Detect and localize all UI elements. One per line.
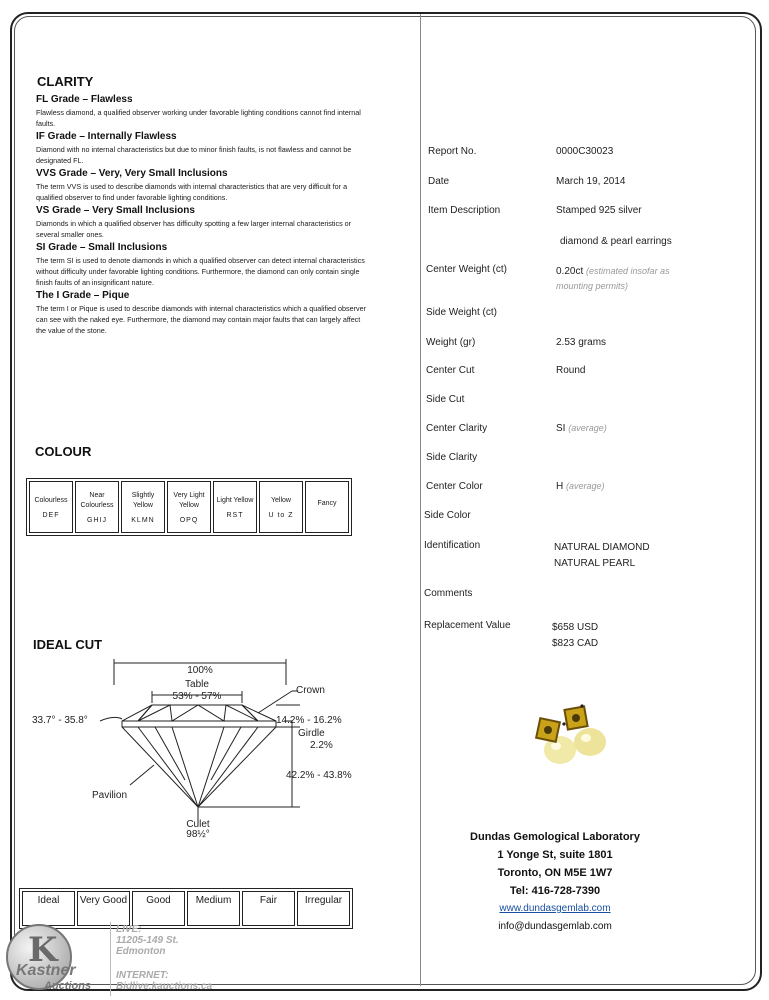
culet-label: Culet [186,819,210,830]
row-note: (average) [568,423,607,433]
clarity-grade-if [36,131,366,166]
row-value: Round [556,365,586,376]
grade-title: FL Grade – Flawless [36,94,133,105]
row-label: Center Clarity [426,423,488,434]
lab-email: info@dundasgemlab.com [498,921,612,932]
logo-name: Kastner [16,962,76,979]
live-addr1: 11205-149 St. [116,935,179,946]
colour-grades: OPQ [179,516,199,524]
grade-desc: Diamond with no internal characteristics but due to minor finish faults, is not flawless and cannot be designated FL. [36,145,352,165]
colour-cell [29,481,73,533]
cut-grade-ideal: Ideal [22,891,75,926]
colour-name: Slightly Yellow [131,491,155,509]
colour-cell [167,481,211,533]
grade-desc: Diamonds in which a qualified observer has difficulty spotting a few larger internal characteristics or several smaller ones. [36,219,352,239]
clarity-title: CLARITY [37,74,94,89]
earrings-photo [520,690,620,790]
table-label: Table [185,679,209,690]
logo-letter: K [28,930,58,970]
diamond-cut-diagram [30,655,360,840]
row-note: (estimated insofar as mounting permits) [556,266,670,291]
grade-desc: The term VVS is used to describe diamonds with internal characteristics that are very difficult for a qualified observer to find under favorable lighting conditions. [36,182,348,202]
lab-website-link[interactable]: www.dundasgemlab.com [499,903,611,914]
grade-desc: The term SI is used to denote diamonds in which a qualified observer can detect internal characteristics without difficulty under favorable lighting conditions. Furthermore, the diamond can only contain single finish faults of an insignificant nature. [36,256,365,287]
row-value: $658 USD [552,622,599,633]
crown-height-label: 14.2% - 16.2% [276,715,342,726]
colour-name: Light Yellow [216,496,254,504]
colour-name: Near Colourless [80,491,114,509]
row-label: Comments [424,588,473,599]
pavilion-label: Pavilion [92,790,128,801]
cut-grade-fair: Fair [242,891,295,926]
row-value: 2.53 grams [556,337,607,348]
live-addr2: Edmonton [116,946,166,957]
ideal-cut-title: IDEAL CUT [33,637,103,652]
internet-url: Bidlive.kauctions.ca [116,981,213,992]
row-value: Stamped 925 silver [556,205,642,216]
logo-divider [110,922,111,996]
table-range-label: 53% - 57% [172,691,222,702]
row-label: Center Cut [426,365,475,376]
width-label: 100% [187,665,213,676]
colour-grades: RST [226,511,244,519]
row-label: Date [428,176,450,187]
colour-grades: U to Z [268,511,294,519]
clarity-grade-si [36,242,366,288]
row-value: 0.20ct [556,266,584,277]
colour-grades: GHIJ [87,516,107,524]
live-address [116,924,179,957]
clarity-grade-i [36,290,366,336]
row-value: SI [556,423,566,434]
pavilion-depth-label: 42.2% - 43.8% [286,770,352,781]
grade-title: VVS Grade – Very, Very Small Inclusions [36,168,228,179]
internet-label: INTERNET: [116,970,169,981]
colour-scale [26,478,352,536]
row-label: Side Color [424,510,471,521]
lab-name: Dundas Gemological Laboratory [470,831,640,843]
row-label: Identification [424,540,481,551]
grade-title: VS Grade – Very Small Inclusions [36,205,195,216]
row-value: NATURAL DIAMOND [554,542,650,553]
colour-title: COLOUR [35,444,92,459]
row-value-2: $823 CAD [552,638,599,649]
lab-tel: Tel: 416-728-7390 [509,885,601,897]
colour-grades: DEF [42,511,60,519]
colour-grades: KLMN [131,516,155,524]
lab-address1: 1 Yonge St, suite 1801 [497,849,613,861]
grade-title: SI Grade – Small Inclusions [36,242,168,253]
cut-grade-irregular: Irregular [297,891,350,926]
colour-name: Fancy [317,500,337,507]
row-label: Side Cut [426,394,465,405]
row-label: Center Color [426,481,483,492]
cut-grade-medium: Medium [187,891,240,926]
crown-label: Crown [296,685,325,696]
row-value: diamond & pearl earrings [560,236,672,247]
cut-grade-good: Good [132,891,185,926]
row-value: H [556,481,564,492]
clarity-grade-fl [36,94,366,129]
grade-title: The I Grade – Pique [36,290,130,301]
culet-value-label: 98½° [186,829,210,840]
clarity-grade-vs [36,205,366,240]
girdle-pct-label: 2.2% [310,740,333,751]
row-label: Weight (gr) [426,337,476,348]
cut-grade-very-good: Very Good [77,891,130,926]
girdle-label: Girdle [298,728,325,739]
row-note: (average) [566,481,605,491]
row-label: Item Description [428,205,501,216]
row-label: Side Clarity [426,452,478,463]
row-label: Report No. [428,146,477,157]
colour-name: Colourless [34,496,68,504]
grade-title: IF Grade – Internally Flawless [36,131,177,142]
row-value: March 19, 2014 [556,176,626,187]
grade-desc: The term I or Pique is used to describe diamonds with internal characteristics which a qualified observer can see with the naked eye. Furthermore, the diamond may contain major faults that can largely affect the value of the stone. [36,304,366,335]
page-fold [420,14,421,986]
row-value-2: NATURAL PEARL [554,558,636,569]
grade-desc: Flawless diamond, a qualified observer working under favorable lighting conditions cannot find internal faults. [36,108,361,128]
colour-cell [121,481,165,533]
colour-cell [75,481,119,533]
logo-sub: Auctions [44,980,92,992]
internet-info [116,970,212,992]
colour-name: Yellow [271,496,291,504]
clarity-grade-vvs [36,168,366,203]
lab-address2: Toronto, ON M5E 1W7 [497,867,613,879]
row-label: Replacement Value [424,620,511,631]
colour-cell [213,481,257,533]
kastner-auctions-logo [4,922,114,994]
row-label: Side Weight (ct) [426,307,497,318]
row-label: Center Weight (ct) [426,264,507,275]
colour-name: Very Light Yellow [173,491,205,509]
crown-angle-label: 33.7° - 35.8° [32,715,88,726]
clarity-section [36,92,366,338]
colour-cell [259,481,303,533]
row-value: 0000C30023 [556,146,614,157]
colour-cell [305,481,349,533]
live-label: LIVE: [116,924,142,935]
lab-info [440,828,670,936]
